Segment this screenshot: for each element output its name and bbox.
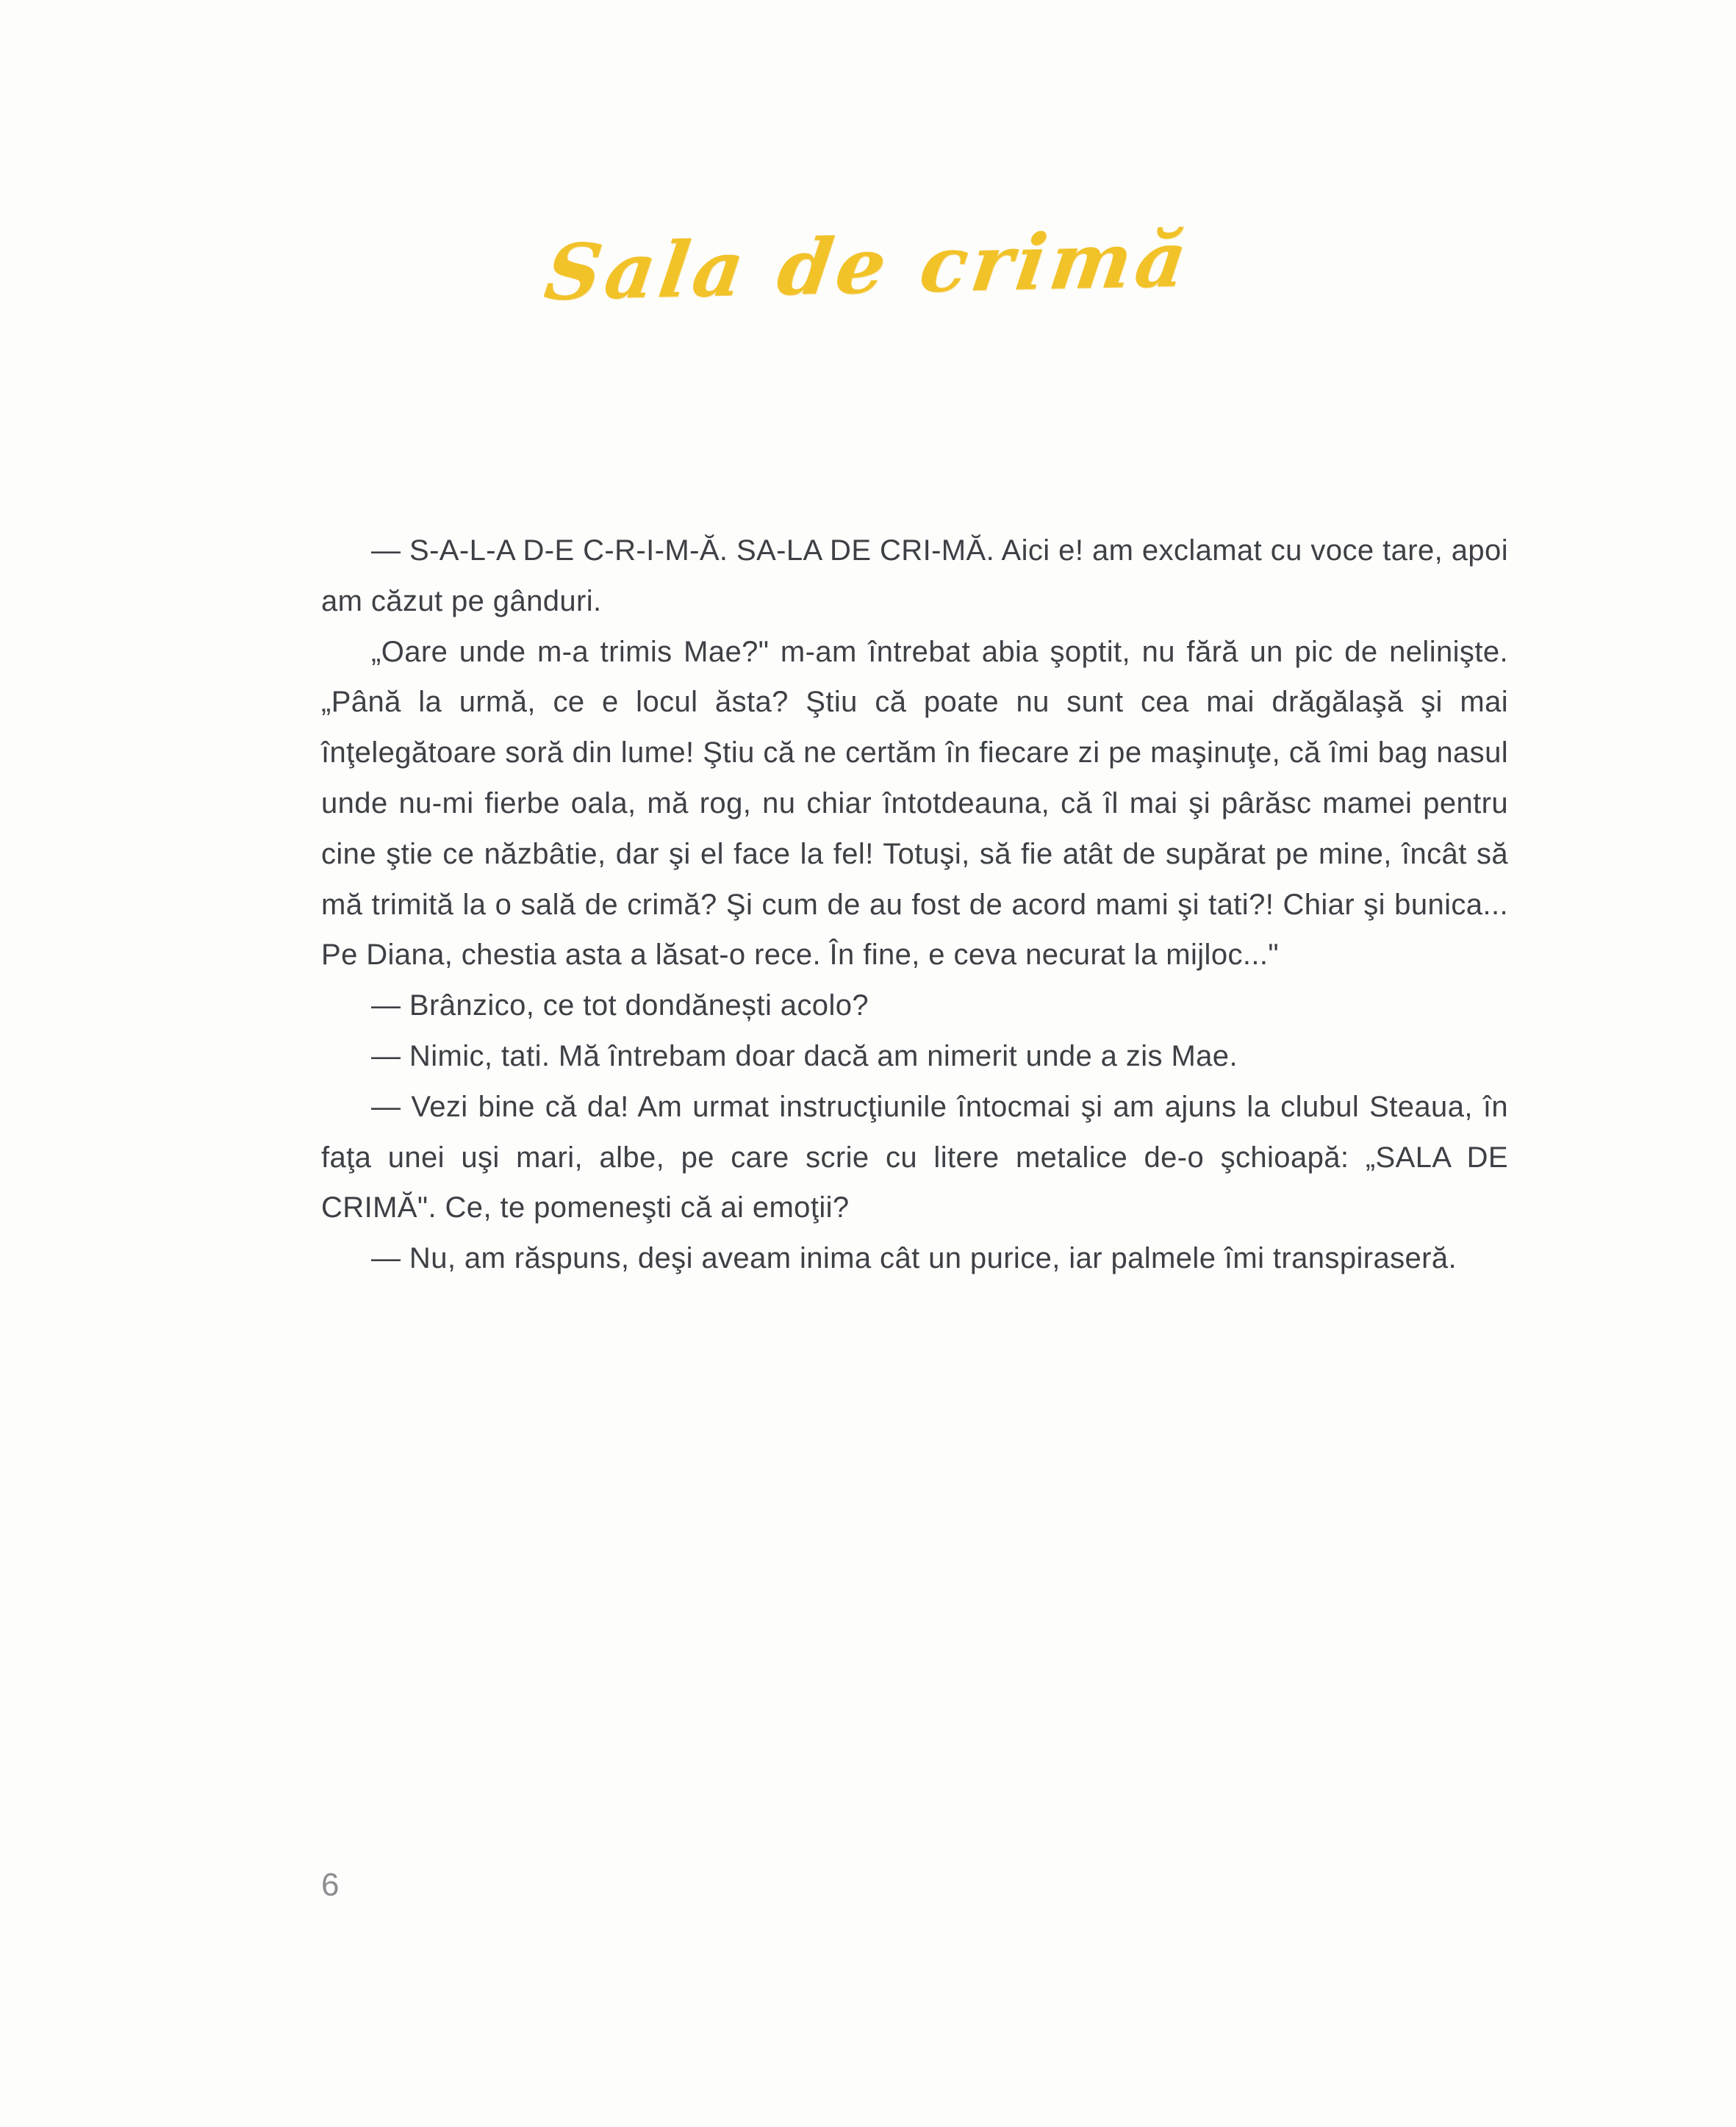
body-text <box>321 526 1508 1284</box>
paragraph: — Nimic, tati. Mă întrebam doar dacă am nimerit unde a zis Mae. <box>371 1039 1238 1072</box>
paragraph: — Nu, am răspuns, deşi aveam inima cât un purice, iar palmele îmi transpiraseră. <box>371 1242 1457 1275</box>
paragraph: — Brânzico, ce tot dondănești acolo? <box>371 989 869 1022</box>
paragraph: — S-A-L-A D-E C-R-I-M-Ă. SA-LA DE CRI-MĂ. Aici e! am exclamat cu voce tare, apoi am căzut pe gânduri. <box>321 534 1508 617</box>
page-title: Sala de crimă <box>539 213 1197 318</box>
paragraph: — Vezi bine că da! Am urmat instrucţiunile întocmai şi am ajuns la clubul Steaua, în faţa unei uşi mari, albe, pe care scrie cu litere metalice de-o şchioapă: „SALA DE CRIMĂ". Ce, te pomeneşti că ai emoţii? <box>321 1090 1508 1224</box>
page-number: 6 <box>321 1867 340 1903</box>
paragraph: „Oare unde m-a trimis Mae?" m-am întrebat abia şoptit, nu fără un pic de nelinişte. „Până la urmă, ce e locul ăsta? Ştiu că poate nu sunt cea mai drăgălaşă şi mai înţelegătoare soră din lume! Ştiu că ne certăm în fiecare zi pe maşinuţe, că îmi bag nasul unde nu-mi fierbe oala, mă rog, nu chiar întotdeauna, că îl mai şi pârăsc mamei pentru cine ştie ce năzbâtie, dar şi el face la fel! Totuşi, să fie atât de supărat pe mine, încât să mă trimită la o sală de crimă? Şi cum de au fost de acord mami şi tati?! Chiar şi bunica... Pe Diana, chestia asta a lăsat-o rece. În fine, e ceva necurat la mijloc..." <box>321 635 1508 972</box>
